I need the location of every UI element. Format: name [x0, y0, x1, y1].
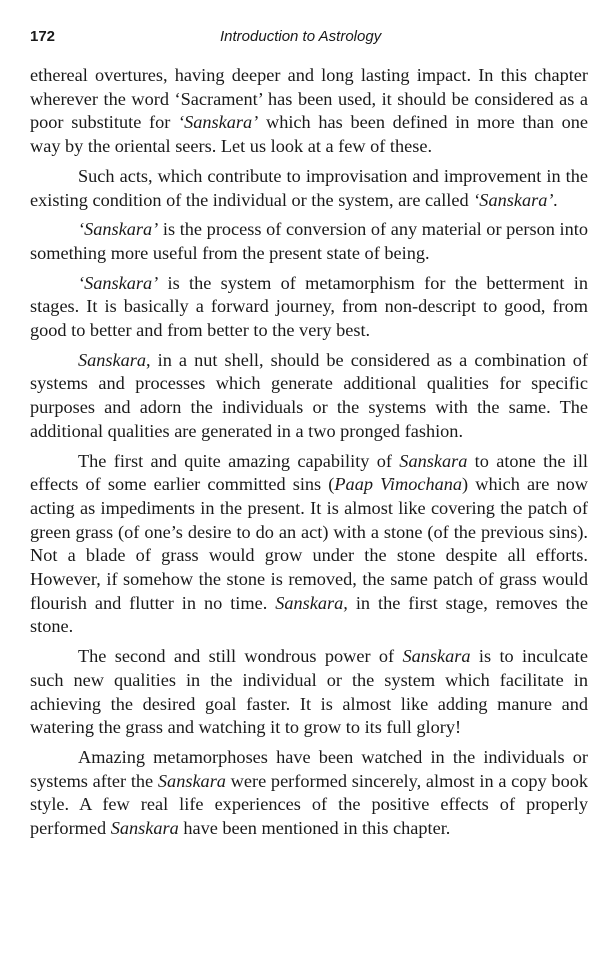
text-run: have been mentioned in this chapter.: [178, 818, 451, 839]
italic-term: Paap Vimochana: [334, 474, 463, 495]
text-run: which has been defined in more than one way by the oriental seers. Let us look at a few of these.: [30, 112, 588, 157]
italic-term: ‘Sanskara’: [78, 272, 159, 293]
book-page: [30, 22, 588, 847]
italic-term: Sanskara: [78, 349, 147, 370]
paragraph: [30, 746, 588, 841]
text-run: Amazing metamorphoses have been watched in the individuals or systems after the: [30, 746, 588, 791]
text-run: Such acts, which contribute to improvisation and improvement in the existing condition of the individual or the system, are called: [30, 165, 588, 210]
page-number: 172: [30, 28, 56, 45]
text-run: ethereal overtures, having deeper and long lasting impact. In this chapter wherever the word ‘Sacrament’ has been used, it should be considered as a poor substitute for: [30, 65, 588, 133]
paragraph: [30, 165, 588, 212]
running-head: [30, 22, 588, 52]
text-run: is the system of metamorphism for the betterment in stages. It is basically a forward journey, from non-descript to good, from good to better and from better to the very best.: [30, 272, 588, 341]
italic-term: Sanskara: [402, 646, 471, 667]
book-title: Introduction to Astrology: [220, 28, 382, 45]
italic-term: Sanskara: [399, 450, 468, 471]
paragraph: [30, 272, 588, 343]
italic-term: Sanskara,: [275, 592, 348, 613]
text-run: were performed sincerely, almost in a copy book style. A few real life experiences of the positive effects of properly performed: [30, 770, 588, 839]
text-run: to atone the ill effects of some earlier committed sins (: [30, 450, 588, 495]
paragraph: [30, 218, 588, 265]
text-run: is the process of conversion of any material or person into something more useful from the present state of being.: [30, 219, 588, 263]
text-run: The second and still wondrous power of: [78, 646, 403, 667]
text-run: , in a nut shell, should be considered as a combination of systems and processes which generate additional qualities for specific purposes and adorn the individuals or the systems with the same. The additional qualities are generated in a two pronged fashion.: [30, 349, 588, 441]
italic-term: ‘Sanskara’: [78, 219, 159, 240]
text-run: is to inculcate such new qualities in the individual or the system which facilitate in achieving the desired goal faster. It is almost like adding manure and watering the grass and watching it to grow to its full glory!: [30, 646, 588, 738]
text-run: ) which are now acting as impediments in the present. It is almost like covering the patch of green grass (of one’s desire to do an act) with a stone (of the previous sins). Not a blade of grass would grow under the stone despite all efforts. However, if somehow the stone is removed, the same patch of grass would flourish and flutter in no time.: [30, 474, 588, 613]
paragraph: [30, 64, 588, 159]
italic-term: Sanskara: [110, 818, 179, 839]
italic-term: ‘Sanskara’.: [473, 189, 559, 210]
text-run: in the first stage, removes the stone.: [30, 592, 588, 637]
italic-term: ‘Sanskara’: [178, 112, 259, 133]
paragraph: [30, 349, 588, 444]
text-run: The first and quite amazing capability of: [78, 450, 400, 471]
paragraph: [30, 645, 588, 740]
body-text: [30, 64, 588, 841]
italic-term: Sanskara: [157, 770, 226, 791]
paragraph: [30, 450, 588, 640]
